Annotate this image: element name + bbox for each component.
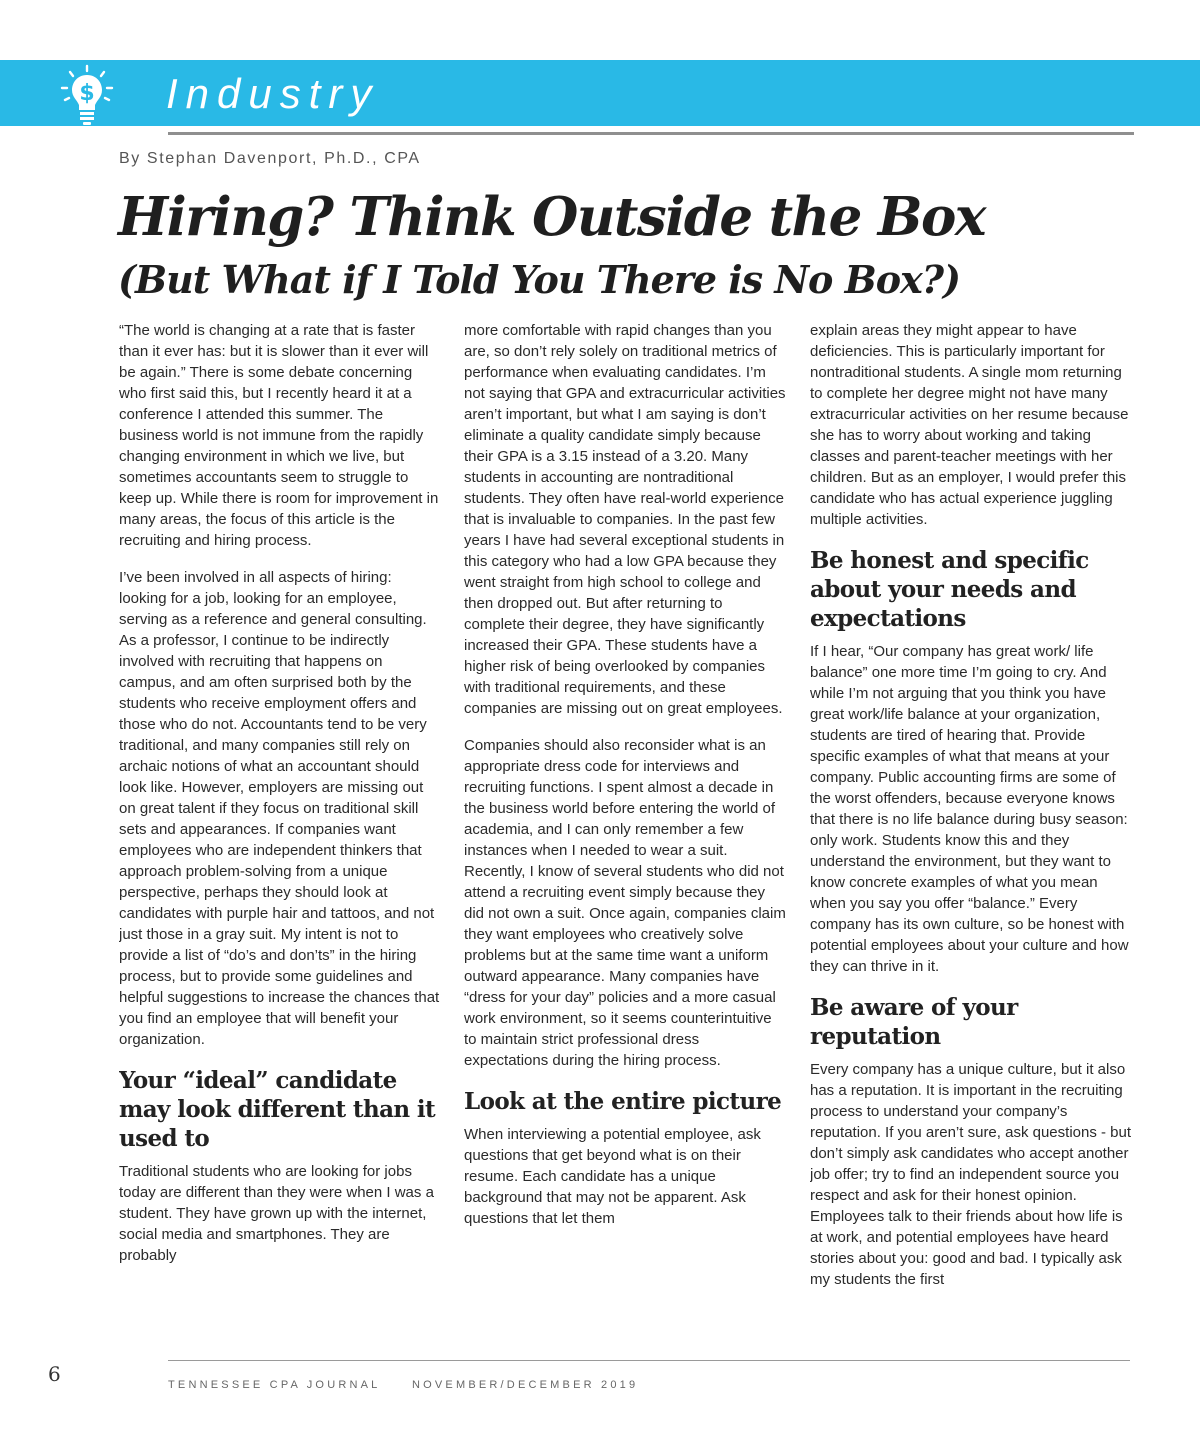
article-paragraph: Companies should also reconsider what is an appropriate dress code for interviews and recruiting functions. I spent almost a decade in the business world before entering the world of academia, and I can only remember a few instances when I needed to wear a suit. Recently, I know of several students who did not attend a recruiting event simply because they did not own a suit. Once again, companies claim they want employees who creatively solve problems but at the same time want a uniform outward appearance. Many companies have “dress for your day” policies and a more casual work environment, so it seems counterintuitive to maintain strict professional dress expectations during the hiring process. bbox=[464, 737, 786, 1069]
article-column-1 bbox=[119, 320, 441, 1345]
article-paragraph: more comfortable with rapid changes than you are, so don’t rely solely on traditional metrics of performance when evaluating candidates. I’m not saying that GPA and extracurricular activities aren’t important, but what I am saying is don’t eliminate a quality candidate simply because their GPA is a 3.15 instead of a 3.20. Many students in accounting are nontraditional students. They often have real-world experience that is invaluable to companies. In the past few years I have had several exceptional students in this category who had a low GPA because they went straight from high school to college and then dropped out. But after returning to complete their degree, they have significantly increased their GPA. These students have a higher risk of being overlooked by companies with traditional requirements, and these companies are missing out on great employees. bbox=[464, 322, 786, 717]
article-paragraph: Every company has a unique culture, but it also has a reputation. It is important in the recruiting process to understand your company’s reputation. If you aren’t sure, ask questions - but don’t simply ask candidates who accept another job offer; try to find an independent source you respect and ask for their honest opinion. Employees talk to their friends about how life is at work, and potential employees have heard stories about you: good and bad. I typically ask my students the first bbox=[810, 1061, 1132, 1288]
article-paragraph: Traditional students who are looking for jobs today are different than they were when I was a student. They have grown up with the internet, social media and smartphones. They are probably bbox=[119, 1163, 434, 1264]
footer-issue-date: NOVEMBER/DECEMBER 2019 bbox=[412, 1379, 639, 1391]
page-number: 6 bbox=[48, 1362, 61, 1386]
section-heading: Be honest and specific about your needs and expectations bbox=[810, 547, 1089, 632]
lightbulb-dollar-icon bbox=[56, 62, 118, 126]
section-heading: Look at the entire picture bbox=[464, 1088, 782, 1115]
section-title: Industry bbox=[166, 70, 380, 117]
article-paragraph: “The world is changing at a rate that is faster than it ever has: but it is slower than it ever will be again.” There is some debate concerning who first said this, but I recently heard it at a conference I attended this summer. The business world is not immune from the rapidly changing environment in which we live, but sometimes accountants seem to struggle to keep up. While there is room for improvement in many areas, the focus of this article is the recruiting and hiring process. bbox=[119, 322, 439, 549]
svg-text:$: $ bbox=[79, 81, 95, 106]
headline: Hiring? Think Outside the Box bbox=[118, 186, 985, 248]
article-paragraph: I’ve been involved in all aspects of hiring: looking for a job, looking for an employee, serving as a reference and general consulting. As a professor, I continue to be indirectly involved with recruiting that happens on campus, and am often surprised both by the students who receive employment offers and those who do not. Accountants tend to be very traditional, and many companies still rely on archaic notions of what an accountant should look like. However, employers are missing out on great talent if they focus on traditional skill sets and appearances. If companies want employees who are independent thinkers that approach problem-solving from a unique perspective, perhaps they should look at candidates with purple hair and tattoos, and not just those in a gray suit. My intent is not to provide a list of “do’s and don’ts” in the hiring process, but to provide some guidelines and helpful suggestions to increase the chances that you find an employee that will benefit your organization. bbox=[119, 569, 440, 1048]
footer-journal-name: TENNESSEE CPA JOURNAL bbox=[168, 1379, 381, 1391]
header-divider bbox=[168, 132, 1134, 135]
article-paragraph: explain areas they might appear to have deficiencies. This is particularly important for nontraditional students. A single mom returning to complete her degree might not have many extracurricular activities on her resume because she has to worry about working and taking classes and parent-teacher meetings with her children. But as an employer, I would prefer this candidate who has actual experience juggling multiple activities. bbox=[810, 322, 1129, 528]
article-column-3 bbox=[810, 320, 1132, 1345]
subheadline: (But What if I Told You There is No Box?) bbox=[118, 257, 960, 302]
footer-divider bbox=[168, 1360, 1130, 1361]
byline: By Stephan Davenport, Ph.D., CPA bbox=[119, 150, 421, 167]
article-paragraph: When interviewing a potential employee, ask questions that get beyond what is on their resume. Each candidate has a unique background that may not be apparent. Ask questions that let them bbox=[464, 1126, 761, 1227]
article-column-2 bbox=[464, 320, 786, 1345]
section-heading: Be aware of your reputation bbox=[810, 994, 1018, 1050]
article-paragraph: If I hear, “Our company has great work/ life balance” one more time I’m going to cry. And while I’m not arguing that you think you have great work/life balance at your organization, students are tired of hearing that. Provide specific examples of what that means at your company. Public accounting firms are some of the worst offenders, because everyone knows that there is no life balance during busy season: only work. Students know this and they understand the environment, but they want to know concrete examples of what you mean when you say you offer “balance.” Every company has its own culture, so be honest with potential employees about your culture and how they can thrive in it. bbox=[810, 643, 1129, 975]
section-heading: Your “ideal” candidate may look different than it used to bbox=[119, 1067, 436, 1152]
